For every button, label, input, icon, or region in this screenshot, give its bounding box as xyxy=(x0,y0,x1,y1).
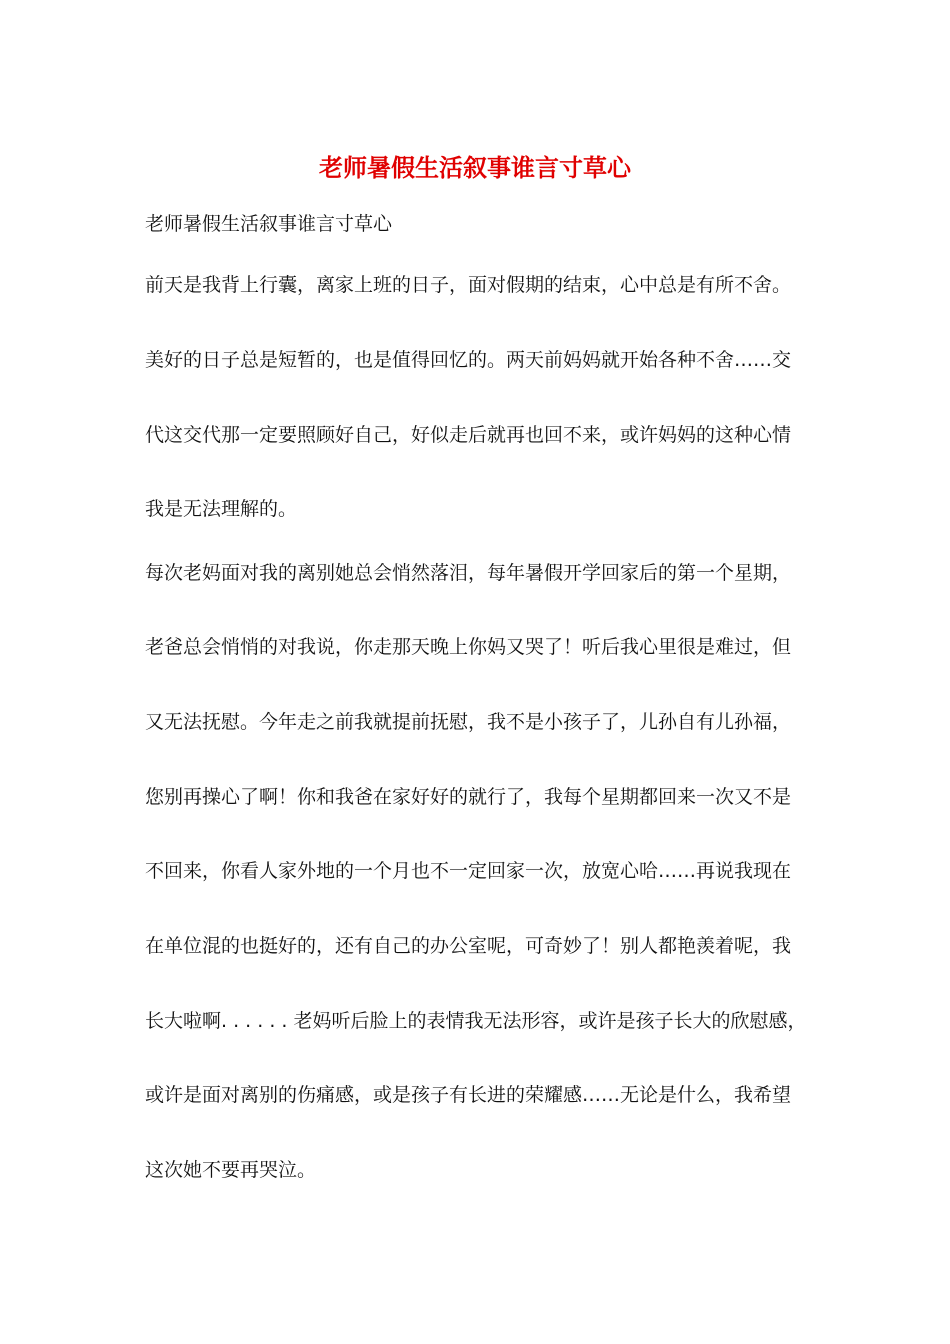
paragraph-line: 美好的日子总是短暂的，也是值得回忆的。两天前妈妈就开始各种不舍……交 xyxy=(145,349,792,371)
document-subtitle: 老师暑假生活叙事谁言寸草心 xyxy=(145,213,393,235)
paragraph-line: 不回来，你看人家外地的一个月也不一定回家一次，放宽心哈……再说我现在 xyxy=(145,860,792,882)
paragraph-line: 每次老妈面对我的离别她总会悄然落泪，每年暑假开学回家后的第一个星期， xyxy=(145,562,792,584)
paragraph-line: 我是无法理解的。 xyxy=(145,498,298,520)
document-title: 老师暑假生活叙事谁言寸草心 xyxy=(319,153,631,182)
paragraph-line: 这次她不要再哭泣。 xyxy=(145,1159,317,1181)
paragraph-line: 代这交代那一定要照顾好自己，好似走后就再也回不来，或许妈妈的这种心情 xyxy=(145,424,792,446)
paragraph-line: 前天是我背上行囊，离家上班的日子，面对假期的结束，心中总是有所不舍。 xyxy=(145,274,792,296)
paragraph-line: 您别再操心了啊！你和我爸在家好好的就行了，我每个星期都回来一次又不是 xyxy=(145,786,792,808)
paragraph-line: 在单位混的也挺好的，还有自己的办公室呢，可奇妙了！别人都艳羡着呢，我 xyxy=(145,935,792,957)
paragraph-line: 或许是面对离别的伤痛感，或是孩子有长进的荣耀感……无论是什么，我希望 xyxy=(145,1084,792,1106)
paragraph-line: 长大啦啊. . . . . . 老妈听后脸上的表情我无法形容，或许是孩子长大的欣慰感， xyxy=(145,1010,807,1032)
paragraph-line: 老爸总会悄悄的对我说，你走那天晚上你妈又哭了！听后我心里很是难过，但 xyxy=(145,636,792,658)
paragraph-line: 又无法抚慰。今年走之前我就提前抚慰，我不是小孩子了，儿孙自有儿孙福， xyxy=(145,711,792,733)
